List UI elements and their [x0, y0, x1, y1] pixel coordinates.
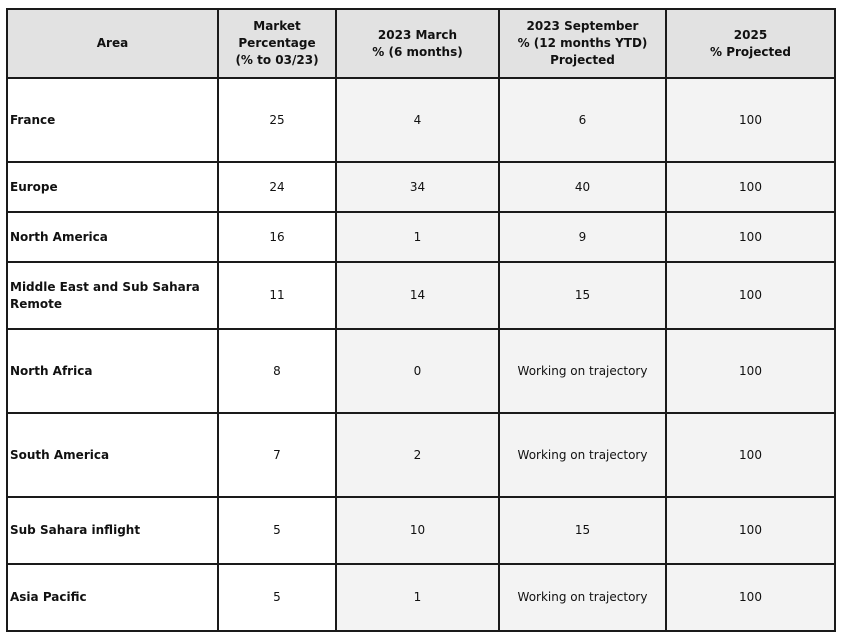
table-row: [7, 497, 835, 564]
table-row: [7, 413, 835, 497]
market-percentage-cell: 7: [218, 413, 336, 497]
table-row: [7, 162, 835, 212]
market-percentage-cell: 16: [218, 212, 336, 262]
market-percentage-cell: 5: [218, 497, 336, 564]
projected-2025-cell: 100: [666, 564, 835, 631]
area-cell: Middle East and Sub Sahara Remote: [7, 262, 218, 329]
projected-2025-cell: 100: [666, 497, 835, 564]
header-2023-september: 2023 September % (12 months YTD) Projected: [499, 9, 666, 78]
table-row: [7, 212, 835, 262]
table-row: [7, 329, 835, 413]
header-market-percentage: Market Percentage (% to 03/23): [218, 9, 336, 78]
march-cell: 10: [336, 497, 499, 564]
header-row: [7, 9, 835, 78]
area-cell: Sub Sahara inflight: [7, 497, 218, 564]
march-cell: 34: [336, 162, 499, 212]
market-percentage-cell: 25: [218, 78, 336, 162]
march-cell: 14: [336, 262, 499, 329]
september-cell: 15: [499, 497, 666, 564]
september-cell: 15: [499, 262, 666, 329]
header-2025-projected: 2025 % Projected: [666, 9, 835, 78]
area-cell: Asia Pacific: [7, 564, 218, 631]
september-cell: 9: [499, 212, 666, 262]
march-cell: 1: [336, 564, 499, 631]
area-cell: France: [7, 78, 218, 162]
september-cell: 6: [499, 78, 666, 162]
march-cell: 2: [336, 413, 499, 497]
area-cell: North Africa: [7, 329, 218, 413]
september-cell: Working on trajectory: [499, 329, 666, 413]
projected-2025-cell: 100: [666, 413, 835, 497]
september-cell: Working on trajectory: [499, 564, 666, 631]
market-percentage-cell: 8: [218, 329, 336, 413]
table-row: [7, 564, 835, 631]
september-cell: 40: [499, 162, 666, 212]
projected-2025-cell: 100: [666, 78, 835, 162]
header-area: Area: [7, 9, 218, 78]
table-row: [7, 78, 835, 162]
market-percentage-cell: 24: [218, 162, 336, 212]
header-2023-march: 2023 March % (6 months): [336, 9, 499, 78]
market-table: [6, 8, 836, 632]
table-row: [7, 262, 835, 329]
march-cell: 1: [336, 212, 499, 262]
september-cell: Working on trajectory: [499, 413, 666, 497]
march-cell: 0: [336, 329, 499, 413]
area-cell: North America: [7, 212, 218, 262]
march-cell: 4: [336, 78, 499, 162]
area-cell: Europe: [7, 162, 218, 212]
projected-2025-cell: 100: [666, 212, 835, 262]
projected-2025-cell: 100: [666, 262, 835, 329]
market-percentage-cell: 11: [218, 262, 336, 329]
projected-2025-cell: 100: [666, 162, 835, 212]
market-percentage-cell: 5: [218, 564, 336, 631]
area-cell: South America: [7, 413, 218, 497]
projected-2025-cell: 100: [666, 329, 835, 413]
